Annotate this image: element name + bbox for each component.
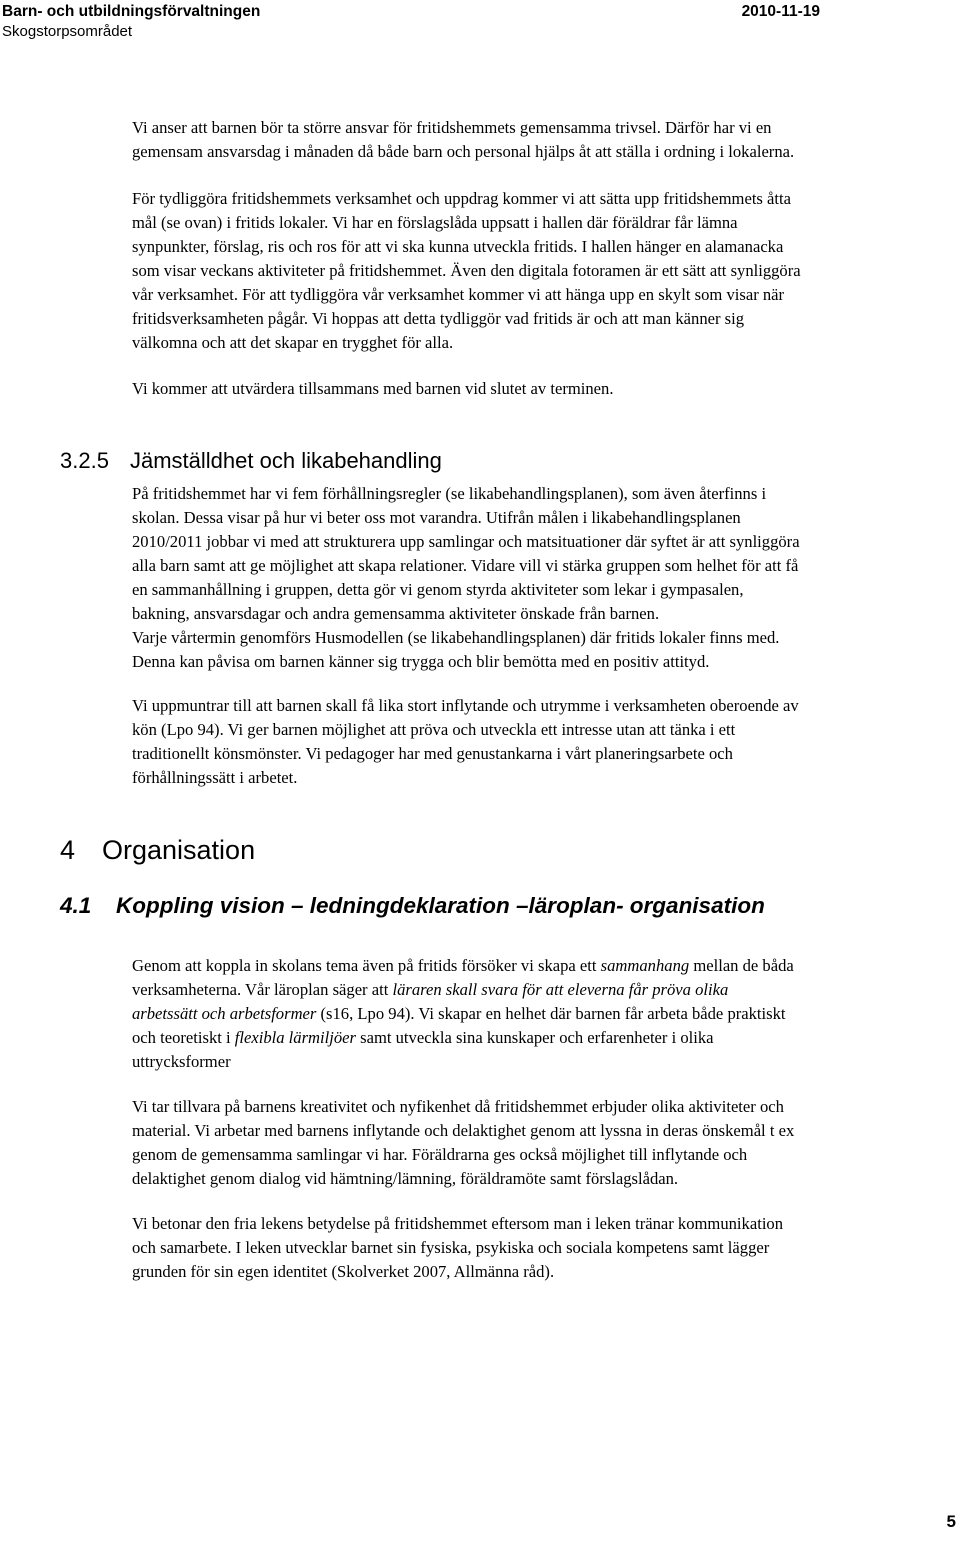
text-line: delaktighet genom dialog vid hämtning/lämning, föräldramöte samt förslagslådan. [132,1169,679,1188]
paragraph-tydliggora [132,187,960,355]
text-line: För tydliggöra fritidshemmets verksamhet och uppdrag kommer vi att sätta upp fritidshemmets åtta [132,189,791,208]
text-line: en sammanhållning i gruppen, detta gör vi genom styrda aktiviteter som lekar i gympasalen, [132,580,744,599]
text-line: bakning, ansvarsdagar och andra gemensamma aktiviteter önskade från barnen. [132,604,660,623]
text-line: material. Vi arbetar med barnens inflytande och delaktighet genom att lyssna in deras önskemål t ex [132,1121,795,1140]
section-heading-41 [60,893,765,919]
section-title: Koppling vision – ledningdeklaration –läroplan- organisation [116,893,765,918]
section-heading-4 [60,835,255,866]
text-line: synpunkter, förslag, ris och ros för att vi ska kunna utveckla fritids. I hallen hänger en alamanacka [132,237,784,256]
text-line: välkomna och att det skapar en trygghet för alla. [132,333,454,352]
section-number: 4.1 [60,893,92,918]
text-line: förhållningssätt i arbetet. [132,768,298,787]
text-line: och teoretiskt i flexibla lärmiljöer samt utveckla sina kunskaper och erfarenheter i olika [132,1028,714,1047]
paragraph-inflytande [132,694,960,790]
text-line: Genom att koppla in skolans tema även på fritids försöker vi skapa ett sammanhang mellan de båda [132,956,794,975]
paragraph-kreativitet [132,1095,960,1191]
text-line: vår verksamhet. För att tydliggöra vår verksamhet kommer vi att hänga upp en skylt som visar när [132,285,785,304]
header-area: Skogstorpsområdet [2,23,133,40]
text-line: grunden för sin egen identitet (Skolverket 2007, Allmänna råd). [132,1262,555,1281]
text-line: Vi betonar den fria lekens betydelse på fritidshemmet eftersom man i leken tränar kommunikation [132,1214,784,1233]
paragraph-trivsel [132,116,960,164]
text-line: verksamheterna. Vår läroplan säger att läraren skall svara för att eleverna får pröva olika [132,980,729,999]
section-number: 4 [60,835,76,865]
text-line: som visar veckans aktiviteter på fritidshemmet. Även den digitala fotoramen är ett sätt att synliggöra [132,261,801,280]
text-line: Vi anser att barnen bör ta större ansvar för fritidshemmets gemensamma trivsel. Därför har vi en [132,118,772,137]
text-line: skolan. Dessa visar på hur vi beter oss mot varandra. Utifrån målen i likabehandlingsplanen [132,508,741,527]
section-title: Organisation [102,835,256,865]
section-heading-325 [60,448,442,474]
paragraph-forhallningsregler [132,482,960,674]
paragraph-koppla [132,954,960,1074]
text-line: genom de gemensamma samlingar vi har. Föräldrarna ges också möjlighet till inflytande och [132,1145,748,1164]
text-line: traditionellt könsmönster. Vi pedagoger har med genustankarna i vårt planeringsarbete och [132,744,733,763]
text-line: Vi kommer att utvärdera tillsammans med barnen vid slutet av terminen. [132,379,614,398]
text-line: mål (se ovan) i fritids lokaler. Vi har en förslagslåda uppsatt i hallen där föräldrar får lämna [132,213,738,232]
paragraph-utvardera [132,377,960,401]
text-line: Vi tar tillvara på barnens kreativitet och nyfikenhet då fritidshemmet erbjuder olika aktiviteter och [132,1097,784,1116]
header-organization: Barn- och utbildningsförvaltningen [2,3,261,20]
text-line: På fritidshemmet har vi fem förhållningsregler (se likabehandlingsplanen), som även återfinns i [132,484,767,503]
text-line: Varje vårtermin genomförs Husmodellen (se likabehandlingsplanen) där fritids lokaler finns med. [132,628,780,647]
section-number: 3.2.5 [60,448,109,473]
text-line: och samarbete. I leken utvecklar barnet sin fysiska, psykiska och sociala kompetens samt lägger [132,1238,770,1257]
text-line: Denna kan påvisa om barnen känner sig trygga och blir bemötta med en positiv attityd. [132,652,710,671]
text-line: gemensam ansvarsdag i månaden då både barn och personal hjälps åt att ställa i ordning i lokalerna. [132,142,795,161]
paragraph-fria-leken [132,1212,960,1284]
text-line: 2010/2011 jobbar vi med att strukturera upp samlingar och matsituationer där syftet är att synliggöra [132,532,800,551]
header-date: 2010-11-19 [741,3,820,20]
text-line: arbetssätt och arbetsformer (s16, Lpo 94). Vi skapar en helhet där barnen får arbeta både praktiskt [132,1004,786,1023]
text-line: Vi uppmuntrar till att barnen skall få lika stort inflytande och utrymme i verksamheten oberoende av [132,696,799,715]
section-title: Jämställdhet och likabehandling [130,448,442,473]
text-line: kön (Lpo 94). Vi ger barnen möjlighet att pröva och utveckla ett intresse utan att tänka i ett [132,720,736,739]
text-line: fritidsverksamheten pågår. Vi hoppas att detta tydliggör vad fritids är och att man känner sig [132,309,745,328]
text-line: alla barn samt att ge möjlighet att skapa relationer. Vidare vill vi stärka gruppen som helhet för att få [132,556,799,575]
text-line: uttrycksformer [132,1052,231,1071]
page-number: 5 [946,1512,956,1531]
